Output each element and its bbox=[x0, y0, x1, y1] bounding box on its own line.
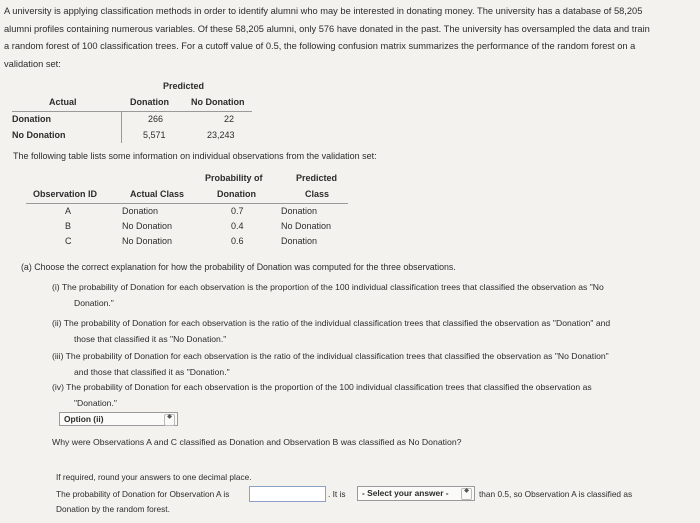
obs-pred: No Donation bbox=[281, 221, 332, 231]
obs-pred: Donation bbox=[281, 206, 318, 216]
comparison-select[interactable] bbox=[357, 486, 475, 501]
matrix-vertical-divider bbox=[121, 111, 122, 143]
obs-actual: Donation bbox=[122, 206, 159, 216]
intro-line: validation set: bbox=[4, 58, 61, 69]
round-note: If required, round your answers to one decimal place. bbox=[56, 472, 252, 482]
intro-line: alumni profiles containing numerous variables. Of these 58,205 alumni, only 576 have donated in the past. The university has oversampled the data and train bbox=[4, 23, 650, 34]
table-intro: The following table lists some information on individual observations from the validation set: bbox=[13, 151, 377, 161]
prob-sentence-part3: than 0.5, so Observation A is classified as bbox=[479, 489, 633, 499]
option-line: (ii) The probability of Donation for each observation is the ratio of the individual classification trees that classified the observation as "Donation" and bbox=[52, 318, 611, 328]
table-divider bbox=[26, 203, 348, 204]
intro-line: a random forest of 100 classification trees. For a cutoff value of 0.5, the following confusion matrix summarizes the performance of the random forest on a bbox=[4, 41, 636, 51]
obs-id: B bbox=[65, 221, 72, 231]
option-line: (iv) The probability of Donation for each observation is the proportion of the 100 individual classification trees that classified the observation as bbox=[52, 382, 592, 392]
obs-prob: 0.4 bbox=[231, 221, 244, 231]
obs-prob: 0.6 bbox=[231, 236, 244, 246]
pred-header-bottom: Class bbox=[305, 189, 330, 199]
row-label-no-donation: No Donation bbox=[12, 130, 66, 140]
predicted-header: Predicted bbox=[163, 81, 205, 91]
option-iii bbox=[52, 348, 609, 380]
obs-pred: Donation bbox=[281, 236, 318, 246]
col-no-donation-header: No Donation bbox=[191, 97, 245, 107]
option-iv bbox=[52, 379, 592, 411]
intro-paragraph bbox=[4, 3, 650, 73]
matrix-cell: 266 bbox=[148, 114, 164, 124]
obs-id-header: Observation ID bbox=[33, 189, 98, 199]
obs-prob: 0.7 bbox=[231, 206, 244, 216]
prob-sentence-part2: . It is bbox=[328, 489, 346, 499]
row-label-donation: Donation bbox=[12, 114, 51, 124]
option-line: (iii) The probability of Donation for each observation is the ratio of the individual classification trees that classified the observation as "No Donation" bbox=[52, 351, 609, 361]
prob-sentence-line2: Donation by the random forest. bbox=[56, 504, 170, 514]
select-arrow-icon: ◆ bbox=[164, 414, 175, 426]
col-donation-header: Donation bbox=[130, 97, 169, 107]
actual-class-header: Actual Class bbox=[130, 189, 185, 199]
matrix-cell: 23,243 bbox=[207, 130, 235, 140]
matrix-cell: 22 bbox=[224, 114, 235, 124]
prob-sentence-part1: The probability of Donation for Observation A is bbox=[56, 489, 230, 499]
question-a: (a) Choose the correct explanation for how the probability of Donation was computed for the three observations. bbox=[21, 262, 456, 272]
option-ii bbox=[52, 315, 610, 347]
option-line: and those that classified it as "Donation." bbox=[74, 367, 230, 377]
answer-select[interactable] bbox=[59, 412, 178, 426]
answer-select-value: Option (ii) bbox=[64, 414, 104, 424]
obs-actual: No Donation bbox=[122, 221, 173, 231]
prob-header-bottom: Donation bbox=[217, 189, 256, 199]
matrix-divider bbox=[12, 111, 252, 112]
actual-header: Actual bbox=[49, 97, 77, 107]
option-line: "Donation." bbox=[74, 398, 117, 408]
prob-observation-a-input[interactable] bbox=[249, 486, 326, 502]
option-line: Donation." bbox=[74, 298, 114, 308]
option-i bbox=[52, 279, 604, 311]
option-line: (i) The probability of Donation for each observation is the proportion of the 100 individual classification trees that classified the observation as "No bbox=[52, 282, 604, 292]
select-arrow-icon: ◆ bbox=[461, 488, 472, 500]
comparison-select-value: - Select your answer - bbox=[362, 488, 449, 498]
intro-line: A university is applying classification methods in order to identify alumni who may be interested in donating money. The university has a database of 58,205 bbox=[4, 6, 643, 16]
prob-header-top: Probability of bbox=[205, 173, 263, 183]
question-why: Why were Observations A and C classified as Donation and Observation B was classified as No Donation? bbox=[52, 437, 462, 447]
matrix-cell: 5,571 bbox=[143, 130, 166, 140]
obs-id: A bbox=[65, 206, 72, 216]
obs-id: C bbox=[65, 236, 72, 246]
obs-actual: No Donation bbox=[122, 236, 173, 246]
pred-header-top: Predicted bbox=[296, 173, 338, 183]
option-line: those that classified it as "No Donation." bbox=[74, 334, 227, 344]
